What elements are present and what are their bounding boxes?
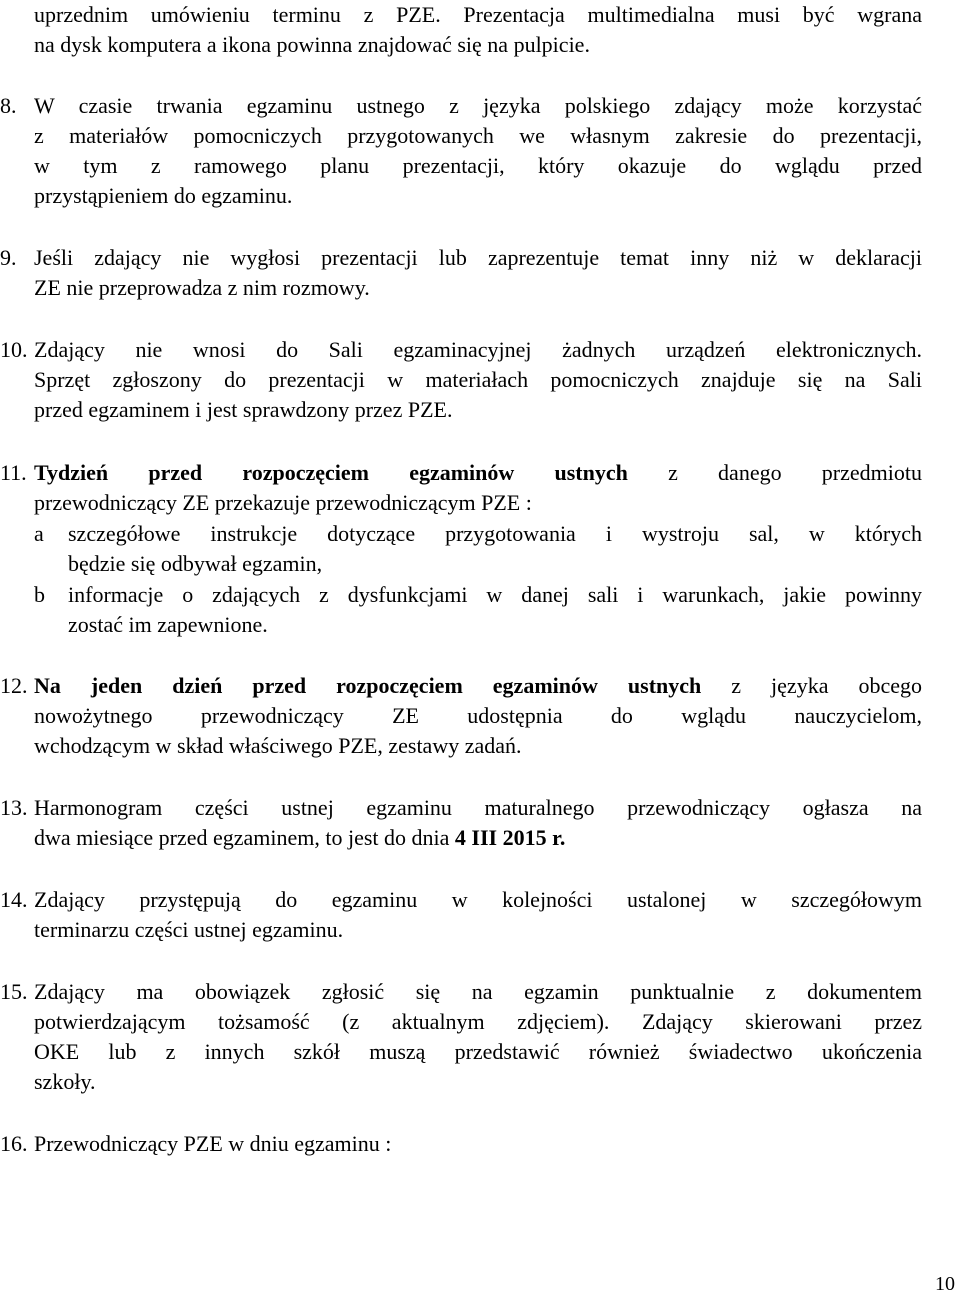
text-run: dwa miesiące przed egzaminem, to jest do dnia [34, 825, 455, 850]
item-text-line: przewodniczący ZE przekazuje przewodniczącym PZE : [34, 490, 532, 515]
item-text-line [34, 825, 565, 851]
subitem-text-line: informacje o zdających z dysfunkcjami w danej sali i warunkach, jakie powinny [68, 582, 922, 607]
item-number: 10. [0, 337, 28, 362]
text-run: z danego przedmiotu [627, 460, 922, 485]
item-text-line: ZE nie przeprowadza z nim rozmowy. [34, 275, 370, 300]
item-text-line: wchodzącym w skład właściwego PZE, zestawy zadań. [34, 733, 522, 758]
item-text-line: W czasie trwania egzaminu ustnego z języka polskiego zdający może korzystać [34, 93, 922, 118]
item-text-line: przystąpieniem do egzaminu. [34, 183, 293, 208]
bold-phrase: Tydzień przed rozpoczęciem egzaminów ustnych [34, 460, 628, 485]
item-number: 16. [0, 1131, 28, 1156]
text-run: z języka obcego [701, 673, 923, 698]
item-text-line: nowożytnego przewodniczący ZE udostępnia do wglądu nauczycielom, [34, 703, 922, 728]
item-text-line: Harmonogram części ustnej egzaminu maturalnego przewodniczący ogłasza na [34, 795, 922, 820]
subitem-text-line: szczegółowe instrukcje dotyczące przygotowania i wystroju sal, w których [68, 521, 922, 546]
item-number: 13. [0, 795, 28, 820]
item-number: 8. [0, 93, 17, 118]
item-text-line: Sprzęt zgłoszony do prezentacji w materiałach pomocniczych znajduje się na Sali [34, 367, 922, 392]
item-text-line: szkoły. [34, 1069, 96, 1094]
item-number: 12. [0, 673, 28, 698]
item-number: 11. [0, 460, 27, 485]
item-text-line: Jeśli zdający nie wygłosi prezentacji lub zaprezentuje temat inny niż w deklaracji [34, 245, 922, 270]
continuation-line: uprzednim umówieniu terminu z PZE. Prezentacja multimedialna musi być wgrana [34, 2, 922, 27]
date-highlight: 4 III 2015 r [454, 825, 560, 850]
item-text-line: Zdający nie wnosi do Sali egzaminacyjnej żadnych urządzeń elektronicznych. [34, 337, 922, 362]
item-text-line: Zdający przystępują do egzaminu w kolejności ustalonej w szczegółowym [34, 887, 922, 912]
item-text-line: terminarzu części ustnej egzaminu. [34, 917, 344, 942]
item-number: 14. [0, 887, 28, 912]
text-run: . [559, 825, 566, 850]
subitem-text-line: zostać im zapewnione. [68, 612, 268, 637]
item-text-line [34, 460, 922, 486]
page-number: 10 [935, 1273, 955, 1295]
item-text-line: przed egzaminem i jest sprawdzony przez PZE. [34, 397, 453, 422]
item-text-line: w tym z ramowego planu prezentacji, który okazuje do wglądu przed [34, 153, 922, 178]
item-text-line: potwierdzającym tożsamość (z aktualnym zdjęciem). Zdający skierowani przez [34, 1009, 922, 1034]
subitem-text-line: będzie się odbywał egzamin, [68, 551, 323, 576]
item-text-line: Zdający ma obowiązek zgłosić się na egzamin punktualnie z dokumentem [34, 979, 922, 1004]
item-text-line: Przewodniczący PZE w dniu egzaminu : [34, 1131, 392, 1156]
item-text-line: OKE lub z innych szkół muszą przedstawić również świadectwo ukończenia [34, 1039, 922, 1064]
continuation-line: na dysk komputera a ikona powinna znajdować się na pulpicie. [34, 32, 590, 57]
subitem-letter: b [34, 582, 45, 607]
item-text-line [34, 673, 922, 699]
bold-phrase: Na jeden dzień przed rozpoczęciem egzaminów ustnych [34, 673, 702, 698]
item-number: 15. [0, 979, 28, 1004]
item-number: 9. [0, 245, 17, 270]
item-text-line: z materiałów pomocniczych przygotowanych we własnym zakresie do prezentacji, [34, 123, 922, 148]
subitem-letter: a [34, 521, 44, 546]
